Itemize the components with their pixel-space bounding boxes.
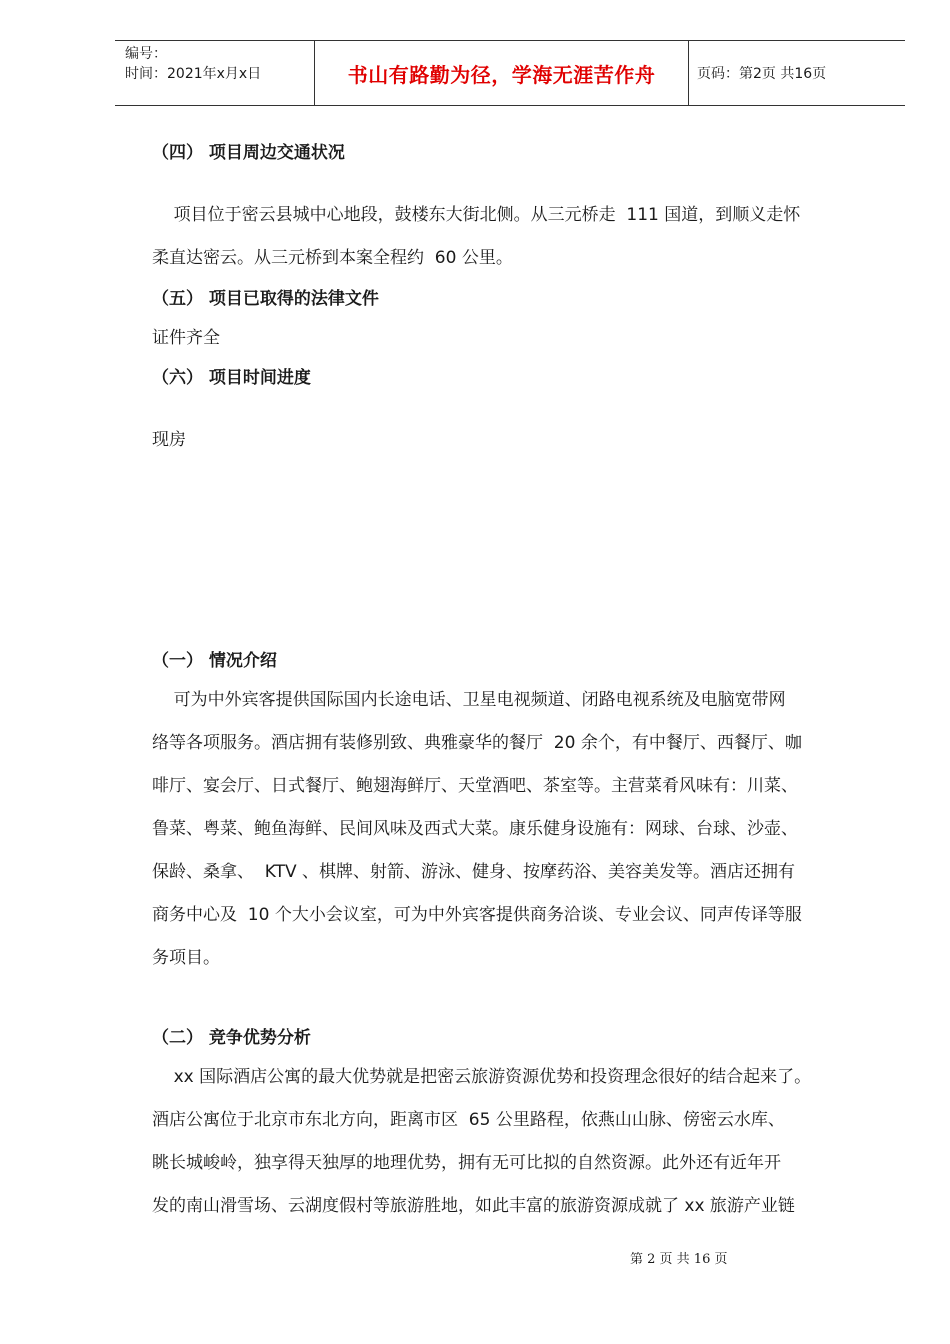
section-heading-competitive-advantage: （二） 竞争优势分析 xyxy=(152,1028,311,1048)
header-page-info: 页码：第2页 共16页 xyxy=(697,66,827,82)
paragraph-line: 络等各项服务。酒店拥有装修别致、典雅豪华的餐厅 20 余个，有中餐厅、西餐厅、咖 xyxy=(152,733,802,753)
paragraph-line: xx 国际酒店公寓的最大优势就是把密云旅游资源优势和投资理念很好的结合起来了。 xyxy=(152,1067,812,1087)
header-page-cell xyxy=(689,41,905,105)
section-heading-legal-docs: （五） 项目已取得的法律文件 xyxy=(152,289,379,309)
paragraph-line: 啡厅、宴会厅、日式餐厅、鲍翅海鲜厅、天堂酒吧、茶室等。主营菜肴风味有：川菜、 xyxy=(152,776,798,796)
header-meta-cell xyxy=(115,41,315,105)
paragraph-line: 证件齐全 xyxy=(152,328,220,348)
document-header xyxy=(115,40,905,106)
document-date: 时间：2021年x月x日 xyxy=(125,66,262,82)
paragraph-line: 保龄、桑拿、 KTV 、棋牌、射箭、游泳、健身、按摩药浴、美容美发等。酒店还拥有 xyxy=(152,862,796,882)
document-number: 编号： xyxy=(125,46,167,62)
page-footer: 第 2 页 共 16 页 xyxy=(630,1252,728,1267)
paragraph-line: 发的南山滑雪场、云湖度假村等旅游胜地，如此丰富的旅游资源成就了 xx 旅游产业链 xyxy=(152,1196,795,1216)
paragraph-line: 酒店公寓位于北京市东北方向，距离市区 65 公里路程，依燕山山脉、傍密云水库、 xyxy=(152,1110,785,1130)
header-motto: 书山有路勤为径，学海无涯苦作舟 xyxy=(347,62,656,87)
paragraph-line: 眺长城峻岭，独享得天独厚的地理优势，拥有无可比拟的自然资源。此外还有近年开 xyxy=(152,1153,781,1173)
paragraph-line: 商务中心及 10 个大小会议室，可为中外宾客提供商务洽谈、专业会议、同声传译等服 xyxy=(152,905,802,925)
header-motto-cell xyxy=(315,41,689,105)
paragraph-line: 现房 xyxy=(152,430,186,450)
paragraph-line: 鲁菜、粤菜、鲍鱼海鲜、民间风味及西式大菜。康乐健身设施有：网球、台球、沙壶、 xyxy=(152,819,798,839)
section-heading-traffic: （四） 项目周边交通状况 xyxy=(152,143,345,163)
section-heading-introduction: （一） 情况介绍 xyxy=(152,651,277,671)
paragraph-line: 项目位于密云县城中心地段，鼓楼东大街北侧。从三元桥走 111 国道，到顺义走怀 xyxy=(152,205,801,225)
paragraph-line: 柔直达密云。从三元桥到本案全程约 60 公里。 xyxy=(152,248,513,268)
paragraph-line: 可为中外宾客提供国际国内长途电话、卫星电视频道、闭路电视系统及电脑宽带网 xyxy=(152,690,786,710)
paragraph-line: 务项目。 xyxy=(152,948,220,968)
section-heading-schedule: （六） 项目时间进度 xyxy=(152,368,311,388)
